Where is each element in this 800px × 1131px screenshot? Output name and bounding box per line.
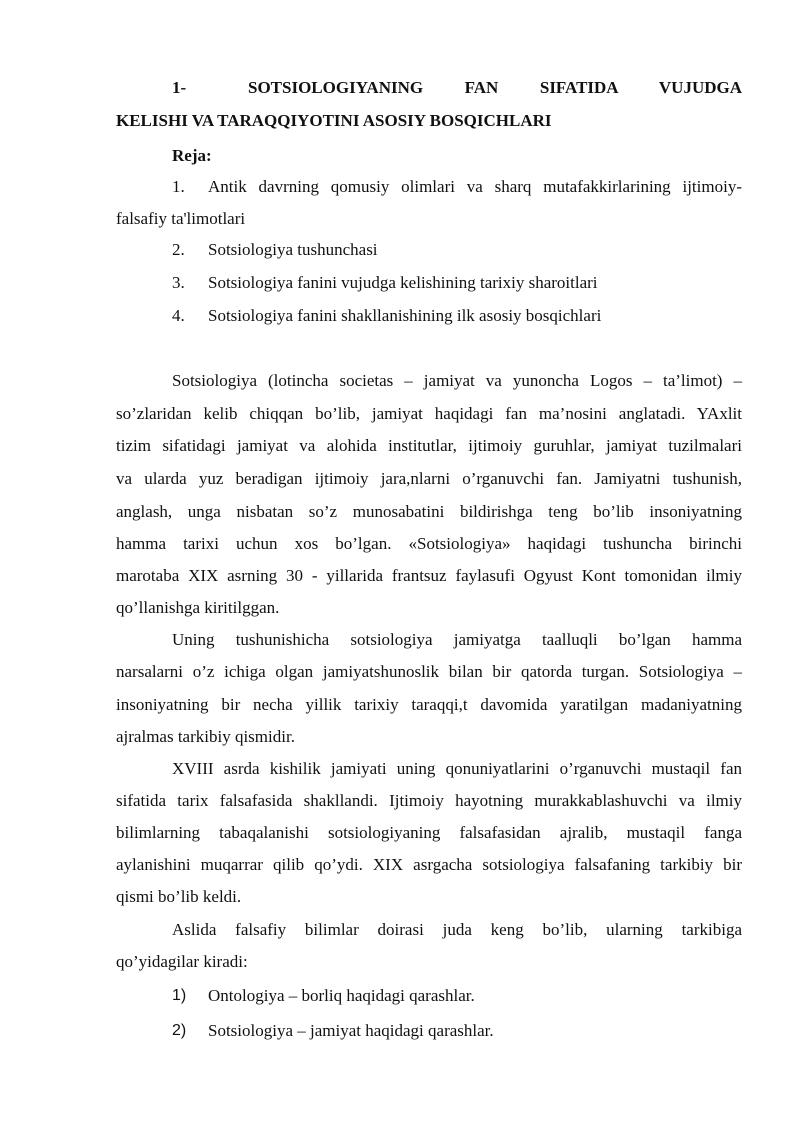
paragraph-line: va ularda yuz beradigan ijtimoiy jara,nlarni o’rganuvchi fan. Jamiyatni tushunish, (116, 469, 742, 488)
list-item-text: Sotsiologiya – jamiyat haqidagi qarashlar. (208, 1021, 494, 1040)
paragraph-line: Uning tushunishicha sotsiologiya jamiyatga taalluqli bo’lgan hamma (172, 630, 742, 649)
paragraph-line: hamma tarixi uchun xos bo’lgan. «Sotsiologiya» haqidagi tushuncha birinchi (116, 534, 742, 553)
paragraph-line: ajralmas tarkibiy qismidir. (116, 727, 295, 746)
paragraph-line: anglash, unga nisbatan so’z munosabatini bildirishga teng bo’lib insoniyatning (116, 502, 742, 521)
paragraph-line: XVIII asrda kishilik jamiyati uning qonuniyatlarini o’rganuvchi mustaqil fan (172, 759, 742, 778)
heading-line-2: KELISHI VA TARAQQIYOTINI ASOSIY BOSQICHLARI (116, 111, 552, 130)
plan-item-text-continued: falsafiy ta'limotlari (116, 209, 246, 228)
plan-item-number: 4. (172, 306, 185, 325)
plan-item-number: 1. (172, 177, 185, 196)
plan-item-text: Sotsiologiya fanini shakllanishining ilk asosiy bosqichlari (208, 306, 602, 325)
heading-number: 1- (172, 78, 187, 97)
paragraph-line: Sotsiologiya (lotincha societas – jamiyat va yunoncha Logos – ta’limot) – (172, 371, 742, 390)
paragraph-line: insoniyatning bir necha yillik tarixiy taraqqi,t davomida yaratilgan madaniyatning (116, 695, 742, 714)
plan-item-number: 2. (172, 240, 185, 259)
paragraph-line: aylanishini muqarrar qilib qo’ydi. XIX asrgacha sotsiologiya falsafaning tarkibiy bir (116, 855, 742, 874)
paragraph-line: qismi bo’lib keldi. (116, 887, 242, 906)
heading-line-1: SOTSIOLOGIYANING FAN SIFATIDA VUJUDGA (248, 78, 742, 97)
plan-item-text: Antik davrning qomusiy olimlari va sharq mutafakkirlarining ijtimoiy- (208, 177, 742, 196)
paragraph-line: bilimlarning tabaqalanishi sotsiologiyaning falsafasidan ajralib, mustaqil fanga (116, 823, 742, 842)
paragraph-line: qo’llanishga kiritilggan. (116, 598, 280, 617)
plan-item-number: 3. (172, 273, 185, 292)
plan-item-text: Sotsiologiya fanini vujudga kelishining tarixiy sharoitlari (208, 273, 598, 292)
list-item-number: 1) (172, 987, 187, 1004)
paragraph-line: sifatida tarix falsafasida shakllandi. Ijtimoiy hayotning murakkablashuvchi va ilmiy (116, 791, 742, 810)
paragraph-line: narsalarni o’z ichiga olgan jamiyatshunoslik bilan bir qatorda turgan. Sotsiologiya – (116, 662, 742, 681)
paragraph-line: so’zlaridan kelib chiqqan bo’lib, jamiyat haqidagi fan ma’nosini anglatadi. YAxlit (116, 404, 742, 423)
plan-item-text: Sotsiologiya tushunchasi (208, 240, 378, 259)
plan-title: Reja: (172, 146, 212, 165)
paragraph-line: tizim sifatidagi jamiyat va alohida institutlar, ijtimoiy guruhlar, jamiyat tuzilmalari (116, 436, 742, 455)
paragraph-line: marotaba XIX asrning 30 - yillarida frantsuz faylasufi Ogyust Kont tomonidan ilmiy (116, 566, 742, 585)
paragraph-line: Aslida falsafiy bilimlar doirasi juda keng bo’lib, ularning tarkibiga (172, 920, 742, 939)
list-item-text: Ontologiya – borliq haqidagi qarashlar. (208, 986, 475, 1005)
paragraph-line: qo’yidagilar kiradi: (116, 952, 248, 971)
list-item-number: 2) (172, 1022, 187, 1039)
